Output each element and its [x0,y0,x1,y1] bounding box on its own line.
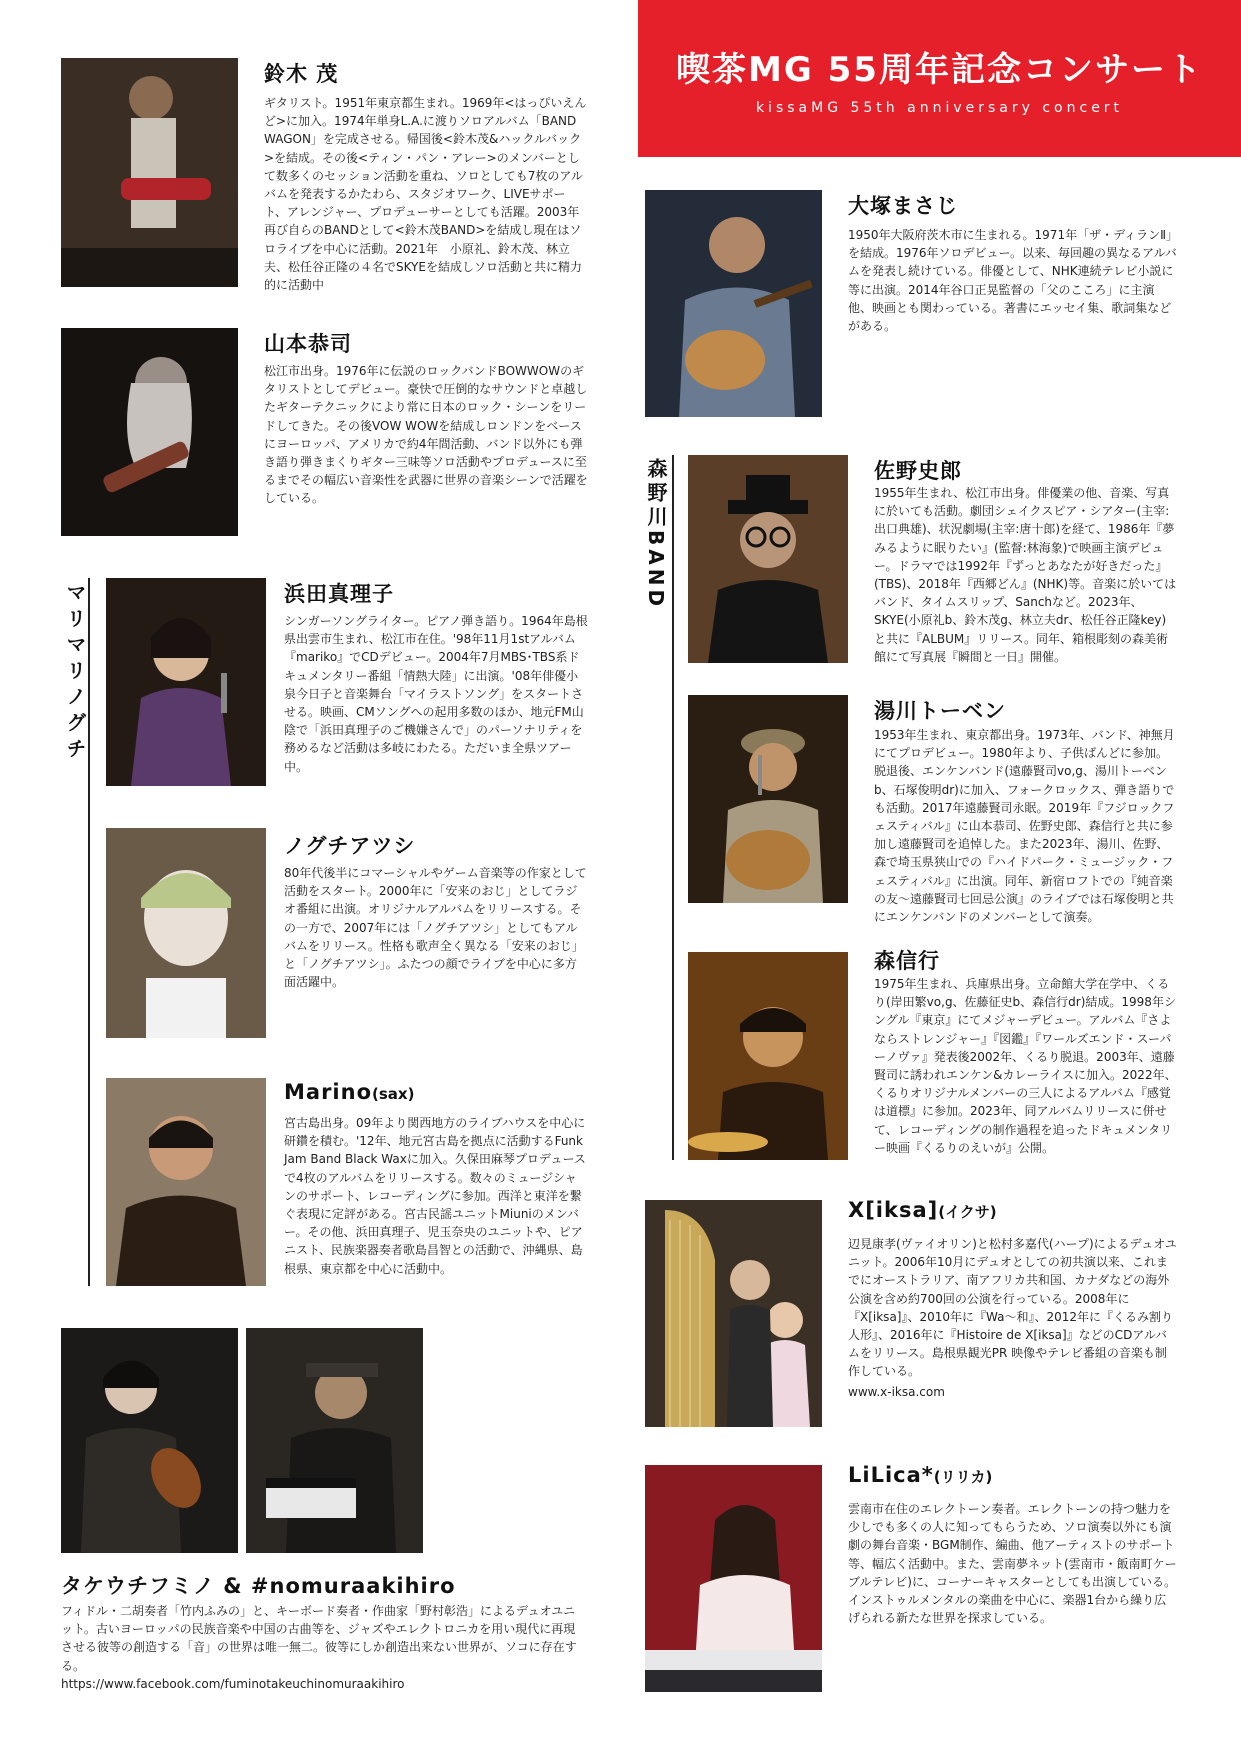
noguchi-photo [106,828,266,1038]
hamada-photo [106,578,266,786]
marino-photo [106,1078,266,1286]
band-label-morinogawa: 森野川BAND [644,458,668,611]
suzuki-name: 鈴木 茂 [264,62,339,86]
lilica-bio: 雲南市在住のエレクトーン奏者。エレクトーンの持つ魅力を少しでも多くの人に知ってもらうため、ソロ演奏以外にも演劇の舞台音楽・BGM制作、編曲、他アーティストのサポート等、幅広く活動中。また、雲南夢ネット(雲南市・飯南町ケーブルテレビ)に、コーナーキャスターとしても出演している。インストゥルメンタルの楽曲を中心に、楽器1台から繰り広げられる新たな世界を探求している。 [848,1502,1177,1626]
suzuki-bio: ギタリスト。1951年東京都生まれ。1969年<はっぴいえんど>に加入。1974年単身L.A.に渡りソロアルバム「BAND WAGON」を完成させる。帰国後<鈴木茂&ハックルバック>を結成。その後<ティン・パン・アレー>のメンバーとして数多くのセッション活動を重ね、ソロとしても7枚のアルバムを発表するかたわら、スタジオワーク、LIVEサポート、アレンジャー、プロデューサーとしても活躍。2003年再び自らのBANDとして<鈴木茂BAND>を結成し現在はソロライブを中心に活動。2021年 小原礼、鈴木茂、林立夫、松任谷正隆の４名でSKYEを結成しソロ活動と共に精力的に活動中 [264,96,587,293]
mori-photo [688,952,848,1160]
yamamoto-bio: 松江市出身。1976年に伝説のロックバンドBOWWOWのギタリストとしてデビュー。豪快で圧倒的なサウンドと卓越したギターテクニックにより常に日本のロック・シーンをリードしてきた。その後VOW WOWを結成しロンドンをベースにヨーロッパ、アメリカで約4年間活動、バンド以外にも弾き語り弾きまくりギター三味等ソロ活動やプロデュースに至るまでその幅広い音楽性を武器に世界の音楽シーンで活躍をしている。 [264,364,588,506]
hamada-name: 浜田真理子 [284,582,394,606]
yukawa-name: 湯川トーベン [874,699,1006,723]
hamada-bio: シンガーソングライター。ピアノ弾き語り。1964年島根県出雲市生まれ、松江市在住。'98年11月1stアルバム『mariko』でCDデビュー。2004年7月MBS･TBS系ドキュメンタリー番組「情熱大陸」に出演。'08年俳優小泉今日子と音楽舞台「マイラストソング」をスタートさせる。映画、CMソングへの起用多数のほか、地元FM山陰で「浜田真理子のご機嫌さんで」のパーソナリティを務めるなど活動は多岐にわたる。ただいま全県ツアー中。 [284,614,588,774]
takeuchi-bio: フィドル・二胡奏者「竹内ふみの」と、キーボード奏者・作曲家「野村彰浩」によるデュオユニット。古いヨーロッパの民族音楽や中国の古曲等を、ジャズやエレクトロニカを用い現代に再現させる彼等の創造する「音」の世界は唯一無二。彼等にしか創造出来ない世界が、ソコに存在する。 [61,1604,577,1673]
sano-bio: 1955年生まれ、松江市出身。俳優業の他、音楽、写真に於いても活動。劇団シェイクスピア・シアター(主宰:出口典雄)、状況劇場(主宰:唐十郎)を経て、1986年『夢みるように眠りたい』(監督:林海象)で映画主演デビュー。ドラマでは1992年『ずっとあなたが好きだった』(TBS)、2018年『西郷どん』(NHK)等。音楽に於いてはバンド、タイムスリップ、Sanchなど。2023年、SKYE(小原礼b、鈴木茂g、林立夫dr、松任谷正隆key)と共に『ALBUM』リリース。同年、箱根彫刻の森美術館にて写真展『瞬間と一日』開催。 [874,486,1177,664]
lilica-photo [645,1465,822,1692]
takeuchi-photo [61,1328,238,1553]
lilica-name-main: LiLica* [848,1463,934,1487]
banner-title: 喫茶MG 55周年記念コンサート [676,50,1203,90]
band-divider-left [88,578,90,1286]
takeuchi-name: タケウチフミノ & #nomuraakihiro [61,1574,456,1598]
iksa-name-main: X[iksa] [848,1198,939,1222]
noguchi-bio: 80年代後半にコマーシャルやゲーム音楽等の作家として活動をスタート。2000年に「安来のおじ」としてラジオ番組に出演。オリジナルアルバムをリリースする。その一方で、2007年には「ノグチアツシ」としてもアルバムをリリース。性格も歌声全く異なる「安来のおじ」と「ノグチアツシ」。ふたつの顔でライブを中心に多方面活躍中。 [284,866,587,990]
lilica-name-sub: (リリカ) [933,1468,993,1486]
otsuka-photo [645,190,822,417]
takeuchi-url[interactable]: https://www.facebook.com/fuminotakeuchinomuraakihiro [61,1677,405,1691]
yamamoto-photo [61,328,238,536]
marino-bio: 宮古島出身。09年より関西地方のライブハウスを中心に研鑽を積む。'12年、地元宮古島を拠点に活動するFunk Jam Band Black Waxに加入。久保田麻琴プロデュースで4枚のアルバムをリリースする。数々のミュージシャンのサポート、レコーディングに参加。西洋と東洋を繋ぐ表現に定評がある。宮古民謡ユニットMiuniのメンバー。その他、浜田真理子、児玉奈央のユニットや、ピアニスト、民族楽器奏者歌島昌智との活動で、沖縄県、島根県、東京都を中心に活動中。 [284,1116,586,1276]
sano-photo [688,455,848,663]
band-label-marimari: マリマリノグチ [63,582,87,764]
yukawa-photo [688,695,848,903]
suzuki-photo [61,58,238,287]
marino-name-sub: (sax) [372,1085,415,1103]
yukawa-bio: 1953年生まれ、東京都出身。1973年、バンド、神無月にてプロデビュー。1980年より、子供ばんどに参加。脱退後、エンケンバンド(遠藤賢司vo,g、湯川トーベンb、石塚俊明dr)に加入、フォークロックス、弾き語りでも活動。2017年遠藤賢司永眠。2019年『フジロックフェスティバル』に山本恭司、佐野史郎、森信行と共に参加し遠藤賢司を追悼した。また2023年、湯川、佐野、森で埼玉県狭山での『ハイドパーク・ミュージック・フェスティバル』に出演。同年、新宿ロフトでの『純音楽の友～遠藤賢司七回忌公演』のライブでは石塚俊明と共にエンケンバンドのメンバーとして演奏。 [874,728,1175,925]
iksa-name [848,1198,997,1222]
noguchi-name: ノグチアツシ [284,834,416,858]
band-divider-right [672,455,674,1160]
iksa-bio: 辺見康孝(ヴァイオリン)と松村多嘉代(ハープ)によるデュオユニット。2006年10月にデュオとしての初共演以来、これまでにオーストラリア、南アフリカ共和国、カナダなどの海外公演を含め約700回の公演を行っている。2008年に『X[iksa]』、2010年に『Wa～和』、2012年に『くるみ割り人形』、2016年に『Histoire de X[iksa]』などのCDアルバムをリリース。島根県観光PR 映像やテレビ番組の音楽も制作している。 [848,1237,1177,1379]
sano-name: 佐野史郎 [874,459,962,483]
mori-bio: 1975年生まれ、兵庫県出身。立命館大学在学中、くるり(岸田繁vo,g、佐藤征史b、森信行dr)結成。1998年シングル『東京』にてメジャーデビュー。アルバム『さよならストレンジャー』『図鑑』『ワールズエンド・スーパーノヴァ』発表後2002年、くるり脱退。2003年、遠藤賢司に誘われエンケン&カレーライスに加入。2022年、くるりオリジナルメンバーの三人によるアルバム『感覚は道標』に参加。2023年、同アルバムリリースに併せて、レコーディングの制作過程を追ったドキュメンタリー映画『くるりのえいが』公開。 [874,977,1177,1155]
otsuka-name: 大塚まさじ [848,194,958,218]
iksa-photo [645,1200,822,1427]
header-banner [638,0,1241,157]
marino-name-main: Marino [284,1080,373,1104]
otsuka-bio: 1950年大阪府茨木市に生まれる。1971年「ザ・ディランⅡ」を結成。1976年ソロデビュー。以来、毎回趣の異なるアルバムを発表し続けている。俳優として、NHK連続テレビ小説に等に出演。2014年谷口正晃監督の「父のこころ」に主演他、映画とも関わっている。著書にエッセイ集、歌詞集などがある。 [848,228,1177,334]
marino-name [284,1080,414,1104]
iksa-url[interactable]: www.x-iksa.com [848,1385,945,1399]
yamamoto-name: 山本恭司 [264,332,352,356]
nomura-photo [246,1328,423,1553]
iksa-name-sub: (イクサ) [938,1203,997,1221]
lilica-name [848,1463,992,1487]
mori-name: 森信行 [874,949,940,973]
banner-subtitle: kissaMG 55th anniversary concert [755,100,1124,116]
